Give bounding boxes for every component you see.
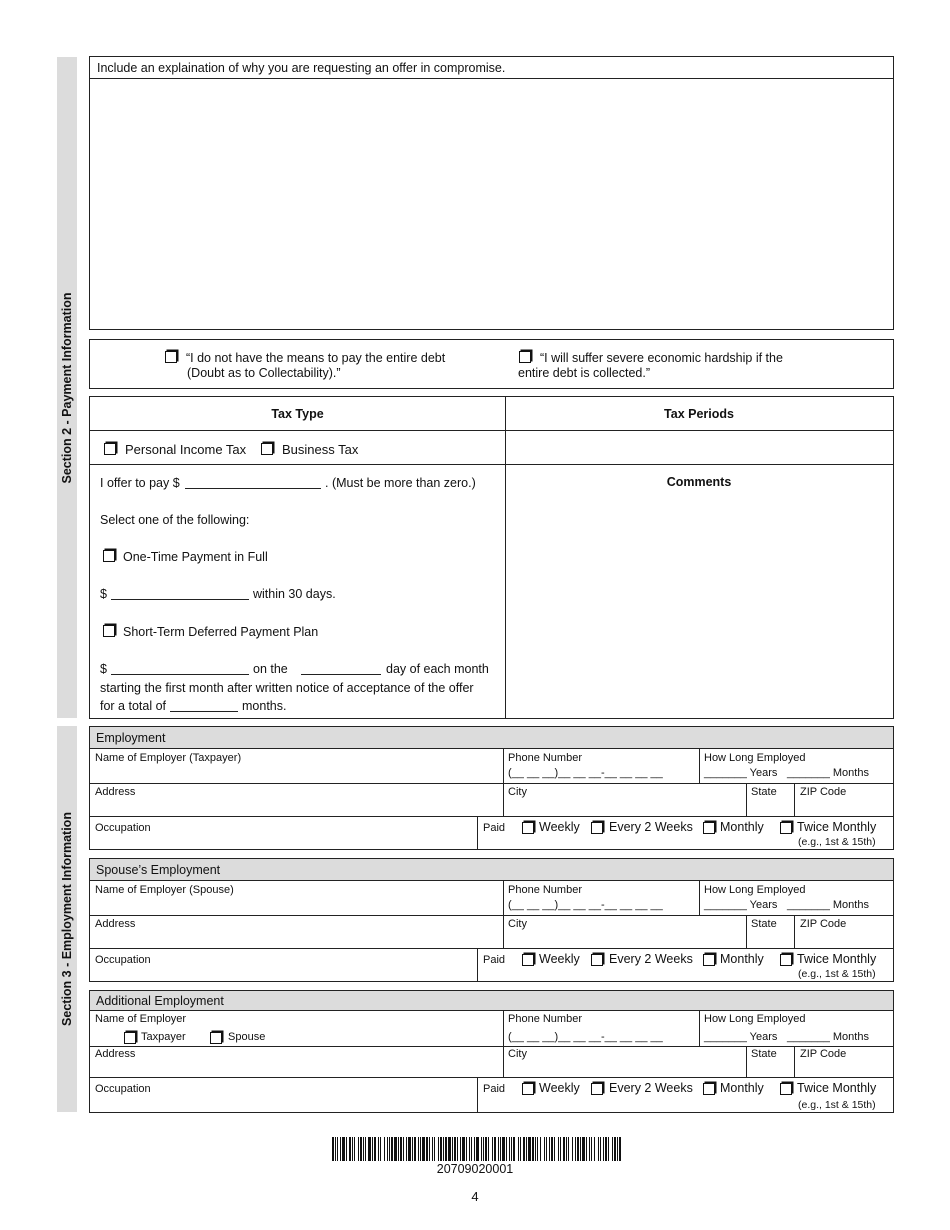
- barcode-bar: [612, 1137, 613, 1161]
- employment-header: [89, 726, 894, 749]
- barcode-bar: [342, 1137, 345, 1161]
- address-label: Address: [95, 786, 136, 798]
- within-30-label: within 30 days.: [253, 587, 336, 601]
- barcode-bar: [591, 1137, 592, 1161]
- barcode-bar: [575, 1137, 576, 1161]
- barcode-bar: [394, 1137, 397, 1161]
- doubt-collectability-checkbox[interactable]: [165, 351, 177, 363]
- section-3-label: Section 3 - Employment Information: [60, 812, 74, 1026]
- payment-day-field[interactable]: [301, 662, 381, 675]
- barcode-bar: [474, 1137, 475, 1161]
- economic-hardship-checkbox[interactable]: [519, 351, 531, 363]
- taxpayer-checkbox[interactable]: [124, 1032, 136, 1044]
- barcode-bar: [614, 1137, 616, 1161]
- weekly-label: Weekly: [539, 952, 580, 966]
- barcode-bar: [603, 1137, 604, 1161]
- phone-format[interactable]: (__ __ __)__ __ __-__ __ __ __: [508, 767, 663, 779]
- state-label: State: [751, 918, 777, 930]
- section-3-sidebar: [57, 726, 77, 1112]
- phone-number-label: Phone Number: [508, 884, 582, 896]
- barcode-bar: [422, 1137, 425, 1161]
- monthly-label: Monthly: [720, 952, 764, 966]
- barcode-bar: [398, 1137, 399, 1161]
- explanation-prompt: Include an explaination of why you are requesting an offer in compromise.: [97, 61, 506, 75]
- phone-format[interactable]: (__ __ __)__ __ __-__ __ __ __: [508, 899, 663, 911]
- explanation-box[interactable]: [89, 56, 894, 330]
- barcode-bar: [365, 1137, 366, 1161]
- barcode-bar: [438, 1137, 439, 1161]
- occupation-label: Occupation: [95, 954, 151, 966]
- barcode-bar: [494, 1137, 496, 1161]
- address-label: Address: [95, 918, 136, 930]
- barcode-bar: [502, 1137, 505, 1161]
- barcode-number: 20709020001: [436, 1162, 514, 1176]
- barcode-bar: [600, 1137, 601, 1161]
- barcode-bar: [387, 1137, 388, 1161]
- twice-monthly-example: (e.g., 1st & 15th): [798, 836, 876, 848]
- barcode-bar: [551, 1137, 553, 1161]
- barcode-bar: [511, 1137, 512, 1161]
- offer-suffix: . (Must be more than zero.): [325, 476, 476, 490]
- barcode-bar: [568, 1137, 569, 1161]
- dollar-sign-2: $: [100, 662, 107, 676]
- barcode-bar: [391, 1137, 393, 1161]
- barcode-bar: [589, 1137, 590, 1161]
- paid-label: Paid: [483, 1083, 506, 1095]
- barcode-bar: [368, 1137, 371, 1161]
- barcode-bar: [572, 1137, 573, 1161]
- zip-label: ZIP Code: [800, 1048, 847, 1060]
- tax-type-header: Tax Type: [271, 407, 324, 421]
- business-tax-label: Business Tax: [282, 442, 359, 457]
- years-field[interactable]: _______ Years: [704, 899, 778, 911]
- additional-employment-block: [89, 1010, 894, 1113]
- barcode-bar: [476, 1137, 479, 1161]
- twice-monthly-example: (e.g., 1st & 15th): [798, 1099, 876, 1111]
- reason-2-line2: entire debt is collected.”: [518, 366, 651, 380]
- barcode-bar: [549, 1137, 550, 1161]
- phone-number-label: Phone Number: [508, 1013, 582, 1025]
- offer-amount-field[interactable]: [185, 476, 321, 489]
- twice-monthly-label: Twice Monthly: [797, 952, 877, 966]
- barcode-bar: [372, 1137, 373, 1161]
- one-time-payment-label: One-Time Payment in Full: [123, 550, 268, 564]
- every-2-weeks-checkbox[interactable]: [591, 954, 603, 966]
- barcode-bar: [540, 1137, 541, 1161]
- barcode-bar: [403, 1137, 404, 1161]
- barcode-bar: [554, 1137, 555, 1161]
- barcode-bar: [528, 1137, 531, 1161]
- barcode-bar: [485, 1137, 487, 1161]
- barcode-bar: [520, 1137, 521, 1161]
- every-2-weeks-checkbox[interactable]: [591, 822, 603, 834]
- barcode-bar: [408, 1137, 411, 1161]
- barcode-bar: [566, 1137, 567, 1161]
- occupation-label: Occupation: [95, 822, 151, 834]
- barcode-bar: [346, 1137, 347, 1161]
- barcode-bar: [608, 1137, 609, 1161]
- barcode-bar: [374, 1137, 376, 1161]
- city-label: City: [508, 1048, 527, 1060]
- barcode-bar: [509, 1137, 510, 1161]
- months-field[interactable]: _______ Months: [787, 767, 869, 779]
- twice-monthly-example: (e.g., 1st & 15th): [798, 968, 876, 980]
- barcode-bar: [466, 1137, 467, 1161]
- every-2-weeks-label: Every 2 Weeks: [609, 1081, 693, 1095]
- barcode-bar: [445, 1137, 447, 1161]
- monthly-label: Monthly: [720, 1081, 764, 1095]
- business-tax-checkbox[interactable]: [261, 443, 273, 455]
- select-one-label: Select one of the following:: [100, 513, 250, 527]
- occupation-label: Occupation: [95, 1083, 151, 1095]
- spouse-employment-block: [89, 880, 894, 982]
- spouse-employment-header: [89, 858, 894, 881]
- barcode-bar: [532, 1137, 534, 1161]
- barcode-bar: [483, 1137, 484, 1161]
- barcode-bar: [577, 1137, 579, 1161]
- reason-2-line1: “I will suffer severe economic hardship if the: [540, 351, 783, 365]
- barcode-bar: [506, 1137, 507, 1161]
- barcode-bar: [498, 1137, 499, 1161]
- barcode-bar: [619, 1137, 621, 1161]
- barcode-bar: [546, 1137, 547, 1161]
- barcode-bar: [586, 1137, 587, 1161]
- spouse-header-label: Spouse’s Employment: [96, 863, 221, 877]
- weekly-checkbox[interactable]: [522, 822, 534, 834]
- monthly-checkbox[interactable]: [703, 954, 715, 966]
- barcode-bar: [420, 1137, 421, 1161]
- barcode-bar: [378, 1137, 379, 1161]
- barcode-bar: [523, 1137, 525, 1161]
- offer-prefix: I offer to pay $: [100, 476, 180, 490]
- twice-monthly-checkbox[interactable]: [780, 1083, 792, 1095]
- barcode-bar: [535, 1137, 536, 1161]
- monthly-amount-field[interactable]: [111, 662, 249, 675]
- barcode-bar: [481, 1137, 482, 1161]
- how-long-label: How Long Employed: [704, 1013, 806, 1025]
- barcode-bar: [462, 1137, 465, 1161]
- barcode-bar: [605, 1137, 607, 1161]
- barcode-bar: [384, 1137, 385, 1161]
- barcode-bar: [412, 1137, 413, 1161]
- barcode-bar: [454, 1137, 456, 1161]
- one-time-amount-field[interactable]: [111, 587, 249, 600]
- years-field[interactable]: _______ Years: [704, 767, 778, 779]
- barcode-bar: [389, 1137, 390, 1161]
- barcode-bar: [429, 1137, 430, 1161]
- personal-income-tax-checkbox[interactable]: [104, 443, 116, 455]
- barcode-bar: [460, 1137, 461, 1161]
- reason-1-line2: (Doubt as to Collectability).”: [187, 366, 341, 380]
- for-total-label: for a total of: [100, 699, 167, 713]
- barcode-bar: [471, 1137, 472, 1161]
- every-2-weeks-label: Every 2 Weeks: [609, 820, 693, 834]
- comments-header: Comments: [666, 475, 732, 489]
- twice-monthly-checkbox[interactable]: [780, 822, 792, 834]
- employer-generic-label: Name of Employer: [95, 1013, 187, 1025]
- dollar-sign-1: $: [100, 587, 107, 601]
- barcode-bar: [340, 1137, 341, 1161]
- paid-label: Paid: [483, 822, 506, 834]
- barcode-bar: [558, 1137, 559, 1161]
- paid-label: Paid: [483, 954, 506, 966]
- barcode-bar: [492, 1137, 493, 1161]
- spouse-label: Spouse: [228, 1031, 266, 1043]
- barcode-bar: [354, 1137, 355, 1161]
- barcode-bar: [406, 1137, 407, 1161]
- barcode-bar: [598, 1137, 599, 1161]
- employer-spouse-label: Name of Employer (Spouse): [95, 884, 234, 896]
- barcode-bar: [488, 1137, 489, 1161]
- barcode-bar: [380, 1137, 381, 1161]
- barcode-bar: [358, 1137, 359, 1161]
- barcode-bar: [469, 1137, 470, 1161]
- twice-monthly-checkbox[interactable]: [780, 954, 792, 966]
- reason-1-line1: “I do not have the means to pay the entire debt: [186, 351, 446, 365]
- barcode-bar: [594, 1137, 595, 1161]
- monthly-label: Monthly: [720, 820, 764, 834]
- city-label: City: [508, 918, 527, 930]
- barcode-bar: [452, 1137, 453, 1161]
- barcode-bar: [363, 1137, 364, 1161]
- one-time-payment-checkbox[interactable]: [103, 550, 115, 562]
- page-number: 4: [471, 1189, 479, 1204]
- barcode-bar: [448, 1137, 451, 1161]
- on-the-label: on the: [253, 662, 288, 676]
- months-field[interactable]: _______ Months: [787, 1031, 869, 1043]
- monthly-checkbox[interactable]: [703, 822, 715, 834]
- twice-monthly-label: Twice Monthly: [797, 1081, 877, 1095]
- section-2-sidebar: [57, 57, 77, 718]
- barcode-bar: [617, 1137, 618, 1161]
- how-long-label: How Long Employed: [704, 884, 806, 896]
- weekly-checkbox[interactable]: [522, 1083, 534, 1095]
- barcode-bar: [426, 1137, 428, 1161]
- barcode-bar: [537, 1137, 538, 1161]
- barcode-bar: [443, 1137, 444, 1161]
- barcode-bar: [335, 1137, 336, 1161]
- barcode-bar: [400, 1137, 402, 1161]
- barcode-bar: [434, 1137, 435, 1161]
- tax-offer-table: [89, 396, 894, 719]
- barcode-bar: [414, 1137, 416, 1161]
- phone-format[interactable]: (__ __ __)__ __ __-__ __ __ __: [508, 1031, 663, 1043]
- barcode-bar: [457, 1137, 458, 1161]
- short-term-plan-checkbox[interactable]: [103, 625, 115, 637]
- starting-line: starting the first month after written notice of acceptance of the offer: [100, 681, 474, 695]
- twice-monthly-label: Twice Monthly: [797, 820, 877, 834]
- employer-taxpayer-label: Name of Employer (Taxpayer): [95, 752, 242, 764]
- barcode-bar: [332, 1137, 334, 1161]
- spouse-checkbox[interactable]: [210, 1032, 222, 1044]
- state-label: State: [751, 1048, 777, 1060]
- barcode-bar: [580, 1137, 581, 1161]
- state-label: State: [751, 786, 777, 798]
- barcode-bar: [544, 1137, 545, 1161]
- weekly-checkbox[interactable]: [522, 954, 534, 966]
- barcode-bar: [432, 1137, 433, 1161]
- barcode-bar: [349, 1137, 351, 1161]
- months-field[interactable]: _______ Months: [787, 899, 869, 911]
- personal-income-tax-label: Personal Income Tax: [125, 442, 247, 457]
- tax-periods-field[interactable]: [506, 431, 893, 464]
- years-field[interactable]: _______ Years: [704, 1031, 778, 1043]
- barcode-bar: [560, 1137, 561, 1161]
- weekly-label: Weekly: [539, 820, 580, 834]
- taxpayer-label: Taxpayer: [141, 1031, 186, 1043]
- total-months-field[interactable]: [170, 699, 238, 712]
- barcode-bar: [440, 1137, 442, 1161]
- barcode-bar: [518, 1137, 519, 1161]
- barcode-bar: [418, 1137, 419, 1161]
- tax-periods-header: Tax Periods: [664, 407, 734, 421]
- barcode-bar: [563, 1137, 565, 1161]
- employment-block: [89, 748, 894, 850]
- every-2-weeks-checkbox[interactable]: [591, 1083, 603, 1095]
- barcode-bar: [526, 1137, 527, 1161]
- months-label: months.: [242, 699, 287, 713]
- additional-employment-header: [89, 990, 894, 1011]
- barcode-bar: [500, 1137, 501, 1161]
- how-long-label: How Long Employed: [704, 752, 806, 764]
- reason-box: [89, 339, 894, 389]
- zip-label: ZIP Code: [800, 786, 847, 798]
- short-term-plan-label: Short-Term Deferred Payment Plan: [123, 625, 319, 639]
- every-2-weeks-label: Every 2 Weeks: [609, 952, 693, 966]
- phone-number-label: Phone Number: [508, 752, 582, 764]
- zip-label: ZIP Code: [800, 918, 847, 930]
- barcode-bar: [582, 1137, 585, 1161]
- additional-header-label: Additional Employment: [96, 994, 224, 1008]
- address-label: Address: [95, 1048, 136, 1060]
- weekly-label: Weekly: [539, 1081, 580, 1095]
- employment-header-label: Employment: [96, 731, 166, 745]
- comments-field[interactable]: [506, 492, 893, 718]
- city-label: City: [508, 786, 527, 798]
- barcode-bar: [513, 1137, 515, 1161]
- barcode-bar: [352, 1137, 353, 1161]
- day-each-month-label: day of each month: [386, 662, 489, 676]
- barcode-bar: [337, 1137, 338, 1161]
- barcode-image: [332, 1137, 622, 1161]
- monthly-checkbox[interactable]: [703, 1083, 715, 1095]
- section-2-label: Section 2 - Payment Information: [60, 291, 74, 484]
- barcode-bar: [360, 1137, 362, 1161]
